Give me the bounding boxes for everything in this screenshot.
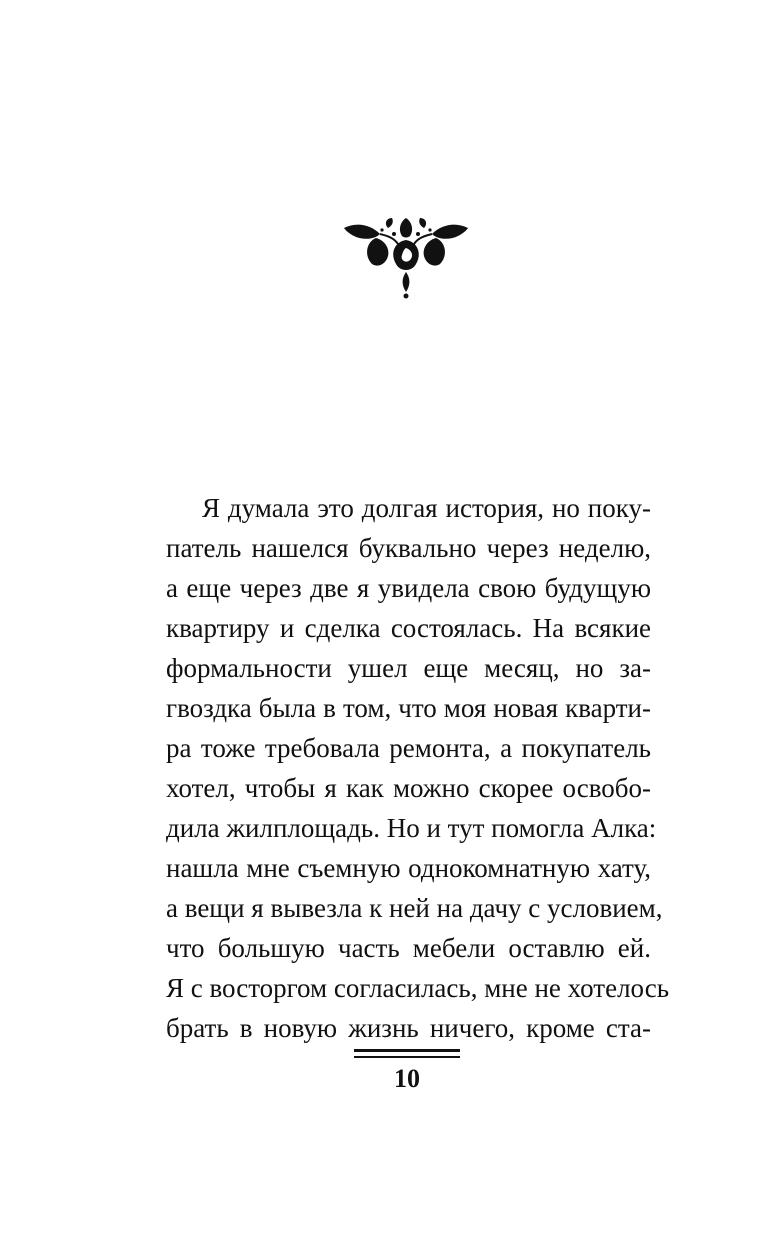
text-line: ра тоже требовала ремонта, а покупатель	[166, 733, 651, 763]
floral-vignette-icon	[336, 210, 476, 300]
footer-rule-bottom	[354, 1056, 460, 1058]
text-line: гвоздка была в том, что моя новая кварти-	[166, 693, 651, 723]
text-line: хотел, чтобы я как можно скорее освобо-	[166, 773, 651, 803]
text-line: формальности ушел еще месяц, но за-	[166, 653, 651, 683]
text-line: квартиру и сделка состоялась. На всякие	[166, 613, 651, 643]
body-text	[166, 488, 670, 1048]
text-line: патель нашелся буквально через неделю,	[166, 533, 651, 563]
text-line: а вещи я вывезла к ней на дачу с условием,	[166, 893, 663, 923]
text-line: дила жилплощадь. Но и тут помогла Алка:	[166, 813, 657, 843]
text-line: Я с восторгом согласилась, мне не хотелось	[166, 973, 670, 1003]
footer-rule-top	[354, 1049, 460, 1052]
page-number: 10	[394, 1064, 420, 1093]
text-line: нашла мне съемную однокомнатную хату,	[166, 853, 651, 883]
text-line: что большую часть мебели оставлю ей.	[166, 933, 651, 963]
text-line: брать в новую жизнь ничего, кроме ста-	[166, 1013, 651, 1043]
text-line: а еще через две я увидела свою будущую	[166, 573, 651, 603]
text-line: Я думала это долгая история, но поку-	[202, 493, 651, 523]
